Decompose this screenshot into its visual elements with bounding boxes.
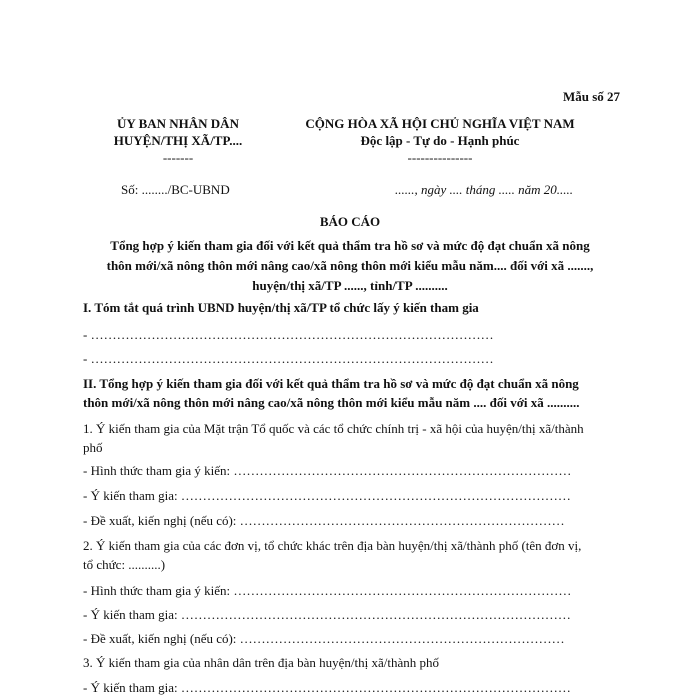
right-header-line2: Độc lập - Tự do - Hạnh phúc bbox=[360, 133, 520, 148]
right-header-divider: --------------- bbox=[407, 150, 473, 165]
report-subtitle-line2: thôn mới/xã nông thôn mới nâng cao/xã nông thôn mới kiểu mẫu năm.... đối với xã ......., bbox=[106, 258, 594, 273]
section2-heading-line2: thôn mới/xã nông thôn mới nâng cao/xã nông thôn mới kiểu mẫu năm .... đối với xã .......... bbox=[83, 395, 580, 410]
section2-heading-line1: II. Tổng hợp ý kiến tham gia đối với kết quả thẩm tra hồ sơ và mức độ đạt chuẩn xã nông bbox=[83, 376, 579, 391]
document-number: Số: ......../BC-UBND bbox=[121, 182, 230, 197]
item3-opinion: - Ý kiến tham gia: ……………………………………………………………………………… bbox=[83, 680, 571, 695]
report-subtitle-line1: Tổng hợp ý kiến tham gia đối với kết quả thẩm tra hồ sơ và mức độ đạt chuẩn xã nông bbox=[110, 238, 590, 253]
form-number: Mẫu số 27 bbox=[562, 89, 620, 104]
item1-title-line2: phố bbox=[83, 440, 103, 455]
report-subtitle-line3: huyện/thị xã/TP ......, tỉnh/TP .......... bbox=[252, 278, 448, 293]
section1-line1: - ………………………………………………………………………………… bbox=[83, 327, 494, 342]
section1-line2: - ………………………………………………………………………………… bbox=[83, 351, 494, 366]
item1-opinion: - Ý kiến tham gia: ……………………………………………………………………………… bbox=[83, 488, 571, 503]
left-header-divider: ------- bbox=[162, 150, 194, 165]
left-header-line2: HUYỆN/THỊ XÃ/TP.... bbox=[113, 133, 243, 148]
item1-form: - Hình thức tham gia ý kiến: …………………………………………………………………… bbox=[83, 463, 572, 478]
report-title: BÁO CÁO bbox=[319, 214, 381, 229]
item1-proposal: - Đề xuất, kiến nghị (nếu có): ………………………………………………………………… bbox=[83, 513, 565, 528]
left-header-line1: ỦY BAN NHÂN DÂN bbox=[117, 116, 239, 131]
item2-opinion: - Ý kiến tham gia: ……………………………………………………………………………… bbox=[83, 607, 571, 622]
section1-heading: I. Tóm tắt quá trình UBND huyện/thị xã/TP tổ chức lấy ý kiến tham gia bbox=[83, 300, 479, 315]
item2-proposal: - Đề xuất, kiến nghị (nếu có): ………………………………………………………………… bbox=[83, 631, 565, 646]
item1-title-line1: 1. Ý kiến tham gia của Mặt trận Tổ quốc và các tổ chức chính trị - xã hội của huyện/thị xã/thành bbox=[83, 421, 584, 436]
item3-title: 3. Ý kiến tham gia của nhân dân trên địa bàn huyện/thị xã/thành phố bbox=[83, 655, 439, 670]
item2-title-line2: tổ chức: ..........) bbox=[83, 557, 166, 572]
date-line: ......, ngày .... tháng ..... năm 20..... bbox=[395, 182, 574, 197]
item2-form: - Hình thức tham gia ý kiến: …………………………………………………………………… bbox=[83, 583, 572, 598]
item2-title-line1: 2. Ý kiến tham gia của các đơn vị, tổ chức khác trên địa bàn huyện/thị xã/thành phố (tên đơn vị, bbox=[83, 538, 582, 553]
right-header-line1: CỘNG HÒA XÃ HỘI CHỦ NGHĨA VIỆT NAM bbox=[305, 116, 575, 131]
